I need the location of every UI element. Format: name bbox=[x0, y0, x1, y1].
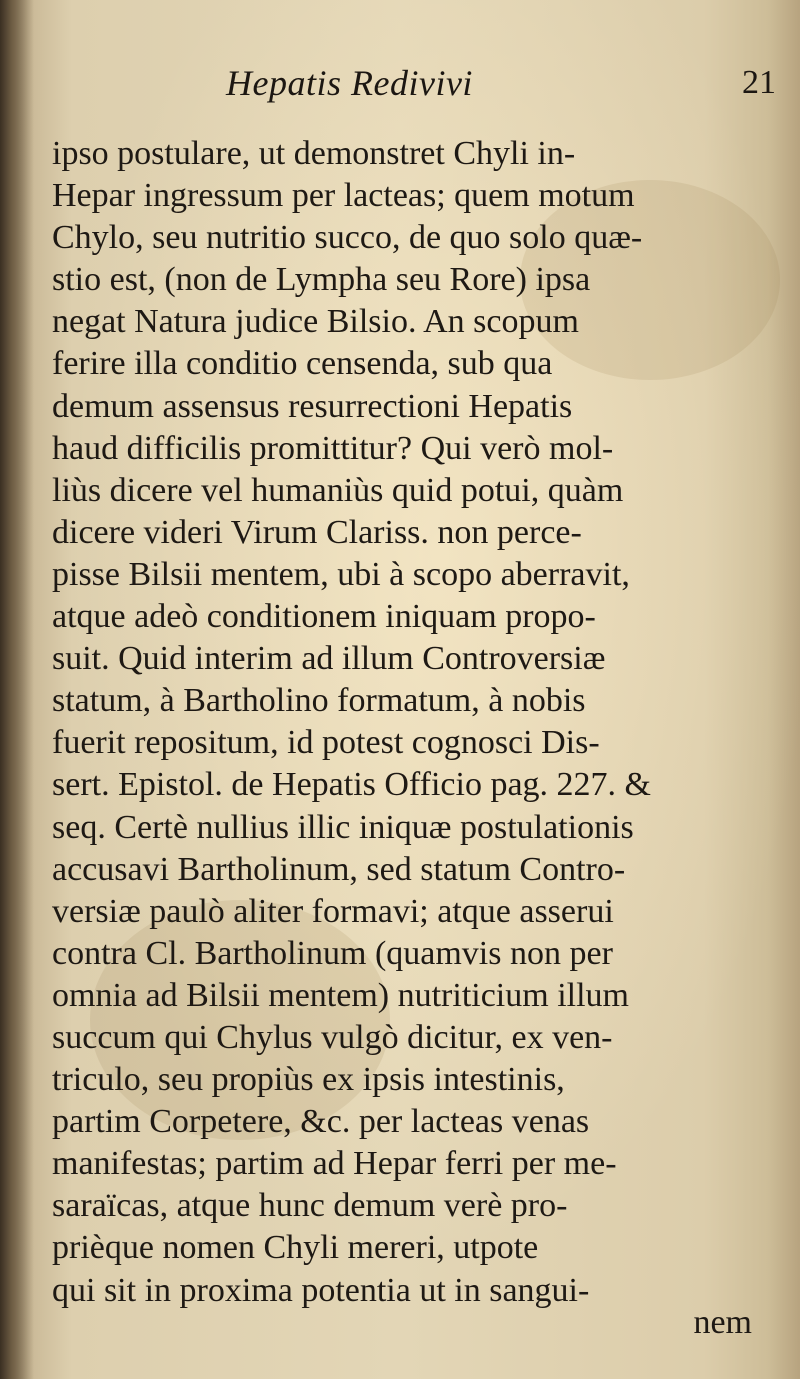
body-text bbox=[52, 133, 796, 1312]
text-line: ipso postulare, ut demonstret Chyli in- bbox=[52, 135, 576, 172]
text-line: triculo, seu propiùs ex ipsis intestinis, bbox=[52, 1061, 565, 1099]
text-line: atque adeò conditionem iniquam propo- bbox=[52, 598, 596, 636]
text-line: stio est, (non de Lympha seu Rore) ipsa bbox=[52, 261, 591, 299]
binding-gutter bbox=[0, 0, 34, 1379]
text-line: ferire illa conditio censenda, sub qua bbox=[52, 345, 553, 383]
text-line: dicere videri Virum Clariss. non perce- bbox=[52, 513, 582, 551]
text-line: omnia ad Bilsii mentem) nutriticium illum bbox=[52, 976, 629, 1014]
text-line: sert. Epistol. de Hepatis Officio pag. 227. & bbox=[52, 766, 651, 804]
text-line: demum assensus resurrectioni Hepatis bbox=[52, 387, 573, 425]
text-line: statum, à Bartholino formatum, à nobis bbox=[52, 682, 586, 720]
text-line: fuerit repositum, id potest cognosci Dis- bbox=[52, 724, 600, 762]
text-line: liùs dicere vel humaniùs quid potui, quàm bbox=[52, 471, 624, 509]
catchword: nem bbox=[693, 1304, 752, 1341]
text-line: contra Cl. Bartholinum (quamvis non per bbox=[52, 934, 613, 972]
text-line: qui sit in proxima potentia ut in sangui- bbox=[52, 1271, 590, 1309]
page-header bbox=[0, 62, 800, 122]
text-line: prièque nomen Chyli mereri, utpote bbox=[52, 1229, 539, 1267]
running-title: Hepatis Redivivi bbox=[226, 63, 473, 103]
text-line: Chylo, seu nutritio succo, de quo solo quæ- bbox=[52, 219, 643, 257]
text-line: accusavi Bartholinum, sed statum Contro- bbox=[52, 850, 626, 888]
catchword-row bbox=[0, 1304, 800, 1350]
text-line: haud difficilis promittitur? Qui verò mol- bbox=[52, 429, 614, 467]
text-line: partim Corpetere, &c. per lacteas venas bbox=[52, 1103, 590, 1141]
text-line: versiæ paulò aliter formavi; atque asserui bbox=[52, 892, 614, 930]
text-line: manifestas; partim ad Hepar ferri per me- bbox=[52, 1145, 617, 1183]
page-number: 21 bbox=[742, 64, 776, 101]
text-line: negat Natura judice Bilsio. An scopum bbox=[52, 303, 579, 341]
text-line: Hepar ingressum per lacteas; quem motum bbox=[52, 177, 635, 215]
text-line: saraïcas, atque hunc demum verè pro- bbox=[52, 1187, 568, 1225]
text-line: seq. Certè nullius illic iniquæ postulationis bbox=[52, 808, 634, 846]
text-line: suit. Quid interim ad illum Controversiæ bbox=[52, 640, 606, 678]
text-line: pisse Bilsii mentem, ubi à scopo aberravit, bbox=[52, 555, 630, 593]
text-line: succum qui Chylus vulgò dicitur, ex ven- bbox=[52, 1018, 613, 1056]
